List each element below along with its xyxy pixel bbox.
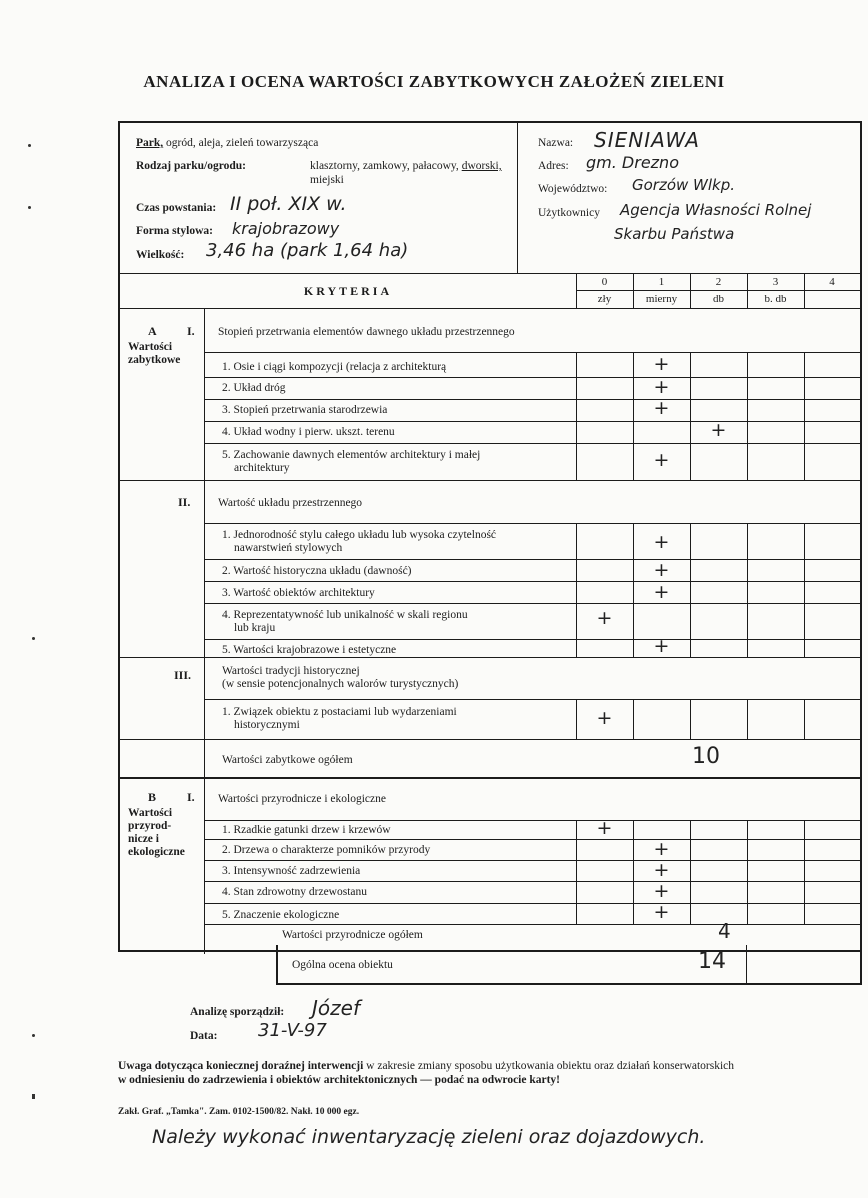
handwritten-note: Należy wykonać inwentaryzację zieleni oraz dojazdowych. — [152, 1126, 706, 1148]
header-bottom-line — [120, 273, 860, 274]
score-line-4 — [804, 273, 805, 308]
header-divider — [517, 123, 518, 273]
line-b1 — [204, 839, 860, 840]
line-s4 — [204, 639, 860, 640]
row-a3-1b: historycznymi — [234, 719, 300, 731]
row-b1-3: 3. Intensywność zadrzewienia — [222, 865, 361, 877]
printer-imprint: Zakł. Graf. „Tamka". Zam. 0102-1500/82. Nakł. 10 000 egz. — [118, 1107, 360, 1117]
style-label: Forma stylowa: — [136, 225, 213, 237]
score-col-2-label: db — [713, 293, 724, 305]
line-b1-top — [204, 820, 860, 821]
grid-a1-line-0 — [576, 352, 577, 480]
overall-divider — [746, 945, 747, 983]
line-a1-top — [204, 352, 860, 353]
line-s1 — [204, 559, 860, 560]
section-b-roman: I. — [187, 790, 195, 804]
criteria-header-bottom — [120, 308, 860, 309]
score-col-1-label: mierny — [645, 293, 678, 305]
line-t1 — [120, 739, 860, 740]
group-a2-roman: II. — [178, 495, 191, 509]
mark-r3: + — [653, 397, 670, 419]
line-b4 — [204, 903, 860, 904]
line-r2 — [204, 399, 860, 400]
row-b1-2: 2. Drzewa o charakterze pomników przyrody — [222, 844, 431, 856]
mark-r2: + — [653, 376, 670, 398]
line-b5 — [204, 924, 860, 925]
margin-mark-1 — [28, 144, 31, 147]
heritage-total-label: Wartości zabytkowe ogółem — [222, 754, 353, 766]
row-a2-4a: 4. Reprezentatywność lub unikalność w skali regionu — [222, 609, 468, 621]
line-b2 — [204, 860, 860, 861]
section-b-name-1: Wartości — [128, 807, 173, 819]
park-type-options-b: miejski — [310, 174, 344, 186]
mark-b4: + — [653, 880, 670, 902]
criteria-header: KRYTERIA — [303, 284, 393, 298]
mark-s5: + — [653, 635, 670, 657]
users-value-2: Skarbu Państwa — [614, 225, 735, 243]
park-type-selected: dworski, — [461, 160, 502, 172]
row-a1-1: 1. Osie i ciągi kompozycji (relacja z architekturą — [222, 361, 447, 373]
row-b1-1: 1. Rzadkie gatunki drzew i krzewów — [222, 824, 391, 836]
mark-s1: + — [653, 531, 670, 553]
section-b-name-3: nicze i — [128, 833, 159, 845]
row-a2-4b: lub kraju — [234, 622, 276, 634]
row-a2-5: 5. Wartości krajobrazowe i estetyczne — [222, 644, 397, 656]
row-b1-5: 5. Znaczenie ekologiczne — [222, 909, 340, 921]
park-type-options-a: klasztorny, zamkowy, pałacowy, — [310, 160, 459, 172]
evaluation-form — [118, 121, 862, 952]
address-value: gm. Drezno — [586, 153, 679, 172]
score-line-0 — [576, 273, 577, 308]
overall-label: Ogólna ocena obiektu — [292, 959, 393, 971]
score-col-3-label: b. db — [764, 293, 787, 305]
nature-total-label: Wartości przyrodnicze ogółem — [282, 929, 423, 941]
row-a1-4: 4. Układ wodny i pierw. ukszt. terenu — [222, 426, 395, 438]
row-a2-3: 3. Wartość obiektów architektury — [222, 587, 375, 599]
mark-s4: + — [596, 607, 613, 629]
row-b1-4: 4. Stan zdrowotny drzewostanu — [222, 886, 367, 898]
mark-b1: + — [596, 817, 613, 839]
line-a2-top — [204, 523, 860, 524]
score-col-2-num: 2 — [715, 276, 722, 288]
line-r3 — [204, 421, 860, 422]
line-r5 — [120, 480, 860, 481]
line-s5 — [120, 657, 860, 658]
intervention-note-line-1 — [118, 1060, 734, 1072]
voivodeship-value: Gorzów Wlkp. — [632, 176, 736, 194]
grid-a3-line-3 — [747, 699, 748, 739]
line-s2 — [204, 581, 860, 582]
users-label: Użytkownicy — [538, 207, 600, 219]
park-label-bold: Park, — [136, 137, 164, 149]
grid-a1-line-4 — [804, 352, 805, 480]
section-b-name-2: przyrod- — [128, 820, 172, 832]
row-a1-3: 3. Stopień przetrwania starodrzewia — [222, 404, 388, 416]
grid-a3-line-4 — [804, 699, 805, 739]
line-heritage-total — [120, 777, 860, 779]
row-a2-2: 2. Wartość historyczna układu (dawność) — [222, 565, 412, 577]
margin-mark-3 — [32, 637, 35, 640]
period-value: II poł. XIX w. — [230, 193, 347, 215]
mark-r5: + — [653, 449, 670, 471]
mark-b5: + — [653, 901, 670, 923]
row-a2-1b: nawarstwień stylowych — [234, 542, 343, 554]
group-a1-title: Stopień przetrwania elementów dawnego układu przestrzennego — [218, 326, 515, 338]
line-b3 — [204, 881, 860, 882]
section-a-name-2: zabytkowe — [128, 354, 181, 366]
grid-a2-line-3 — [747, 523, 748, 657]
form-title: ANALIZA I OCENA WARTOŚCI ZABYTKOWYCH ZAŁOŻEŃ ZIELENI — [143, 72, 725, 91]
nature-total-value: 4 — [718, 919, 731, 943]
mark-r1: + — [653, 353, 670, 375]
group-a3-title-1: Wartości tradycji historycznej — [222, 665, 360, 677]
intervention-note-bold-1: Uwaga dotycząca koniecznej doraźnej interwencji — [118, 1060, 364, 1072]
row-a1-2: 2. Układ dróg — [222, 382, 286, 394]
grid-b-line-4 — [804, 820, 805, 924]
mark-r4: + — [710, 419, 727, 441]
name-label: Nazwa: — [538, 137, 574, 149]
park-label-rest: ogród, aleja, zieleń towarzysząca — [166, 137, 319, 149]
intervention-note-line-2: w odniesieniu do zadrzewienia i obiektów architektonicznych — podać na odwrocie karty! — [118, 1074, 561, 1086]
line-s3 — [204, 603, 860, 604]
section-a-letter: A — [148, 324, 157, 338]
park-type-label: Rodzaj parku/ogrodu: — [136, 160, 247, 172]
score-line-3 — [747, 273, 748, 308]
group-a3-roman: III. — [174, 668, 192, 682]
section-b-letter: B — [148, 790, 157, 804]
margin-mark-5 — [32, 1094, 35, 1099]
grid-a2-line-0 — [576, 523, 577, 657]
row-a2-1a: 1. Jednorodność stylu całego układu lub wysoka czytelność — [222, 529, 497, 541]
row-a1-5b: architektury — [234, 462, 290, 474]
section-col-line — [204, 308, 205, 954]
section-a-roman: I. — [187, 324, 195, 338]
row-a1-5a: 5. Zachowanie dawnych elementów architektury i małej — [222, 449, 481, 461]
overall-assessment-box — [276, 945, 862, 985]
grid-a3-line-2 — [690, 699, 691, 739]
score-line-2 — [690, 273, 691, 308]
period-label: Czas powstania: — [136, 202, 217, 214]
users-value-1: Agencja Własności Rolnej — [620, 201, 812, 219]
grid-a1-line-3 — [747, 352, 748, 480]
score-col-4-num: 4 — [829, 276, 835, 288]
line-a3-top — [204, 699, 860, 700]
size-label: Wielkość: — [136, 249, 185, 261]
row-a3-1a: 1. Związek obiektu z postaciami lub wydarzeniami — [222, 706, 457, 718]
grid-b-line-2 — [690, 820, 691, 924]
heritage-total-value: 10 — [692, 744, 720, 769]
mark-s2: + — [653, 559, 670, 581]
overall-value: 14 — [698, 949, 726, 974]
prepared-label: Analizę sporządził: — [190, 1006, 285, 1018]
score-col-3-num: 3 — [772, 276, 779, 288]
mark-b3: + — [653, 859, 670, 881]
mark-b2: + — [653, 838, 670, 860]
group-a3-title-2: (w sensie potencjonalnych walorów turystycznych) — [222, 678, 459, 690]
grid-a2-line-4 — [804, 523, 805, 657]
grid-b-line-3 — [747, 820, 748, 924]
line-r1 — [204, 377, 860, 378]
score-col-0-num: 0 — [601, 276, 608, 288]
mark-t1: + — [596, 707, 613, 729]
grid-a2-line-2 — [690, 523, 691, 657]
group-a2-title: Wartość układu przestrzennego — [218, 497, 363, 509]
size-value: 3,46 ha (park 1,64 ha) — [206, 240, 409, 261]
style-value: krajobrazowy — [232, 219, 340, 238]
margin-mark-2 — [28, 206, 31, 209]
score-col-1-num: 1 — [658, 276, 665, 288]
park-label — [136, 137, 318, 149]
group-b1-title: Wartości przyrodnicze i ekologiczne — [218, 793, 386, 805]
name-value: SIENIAWA — [594, 128, 700, 152]
score-line-1 — [633, 273, 634, 308]
address-label: Adres: — [538, 160, 569, 172]
intervention-note-plain-1: w zakresie zmiany sposobu użytkowania obiektu oraz działań konserwatorskich — [363, 1060, 735, 1072]
prepared-signature: Józef — [312, 996, 360, 1020]
date-value: 31-V-97 — [258, 1020, 327, 1041]
park-type-options — [310, 160, 502, 172]
margin-mark-4 — [32, 1034, 35, 1037]
score-head-mid — [576, 290, 860, 291]
mark-s3: + — [653, 581, 670, 603]
line-r4 — [204, 443, 860, 444]
grid-a3-line-1 — [633, 699, 634, 739]
voivodeship-label: Województwo: — [538, 183, 608, 195]
date-label: Data: — [190, 1030, 218, 1042]
grid-a1-line-2 — [690, 352, 691, 480]
section-b-name-4: ekologiczne — [128, 846, 185, 858]
section-a-name-1: Wartości — [128, 341, 173, 353]
score-col-0-label: zły — [597, 293, 612, 305]
